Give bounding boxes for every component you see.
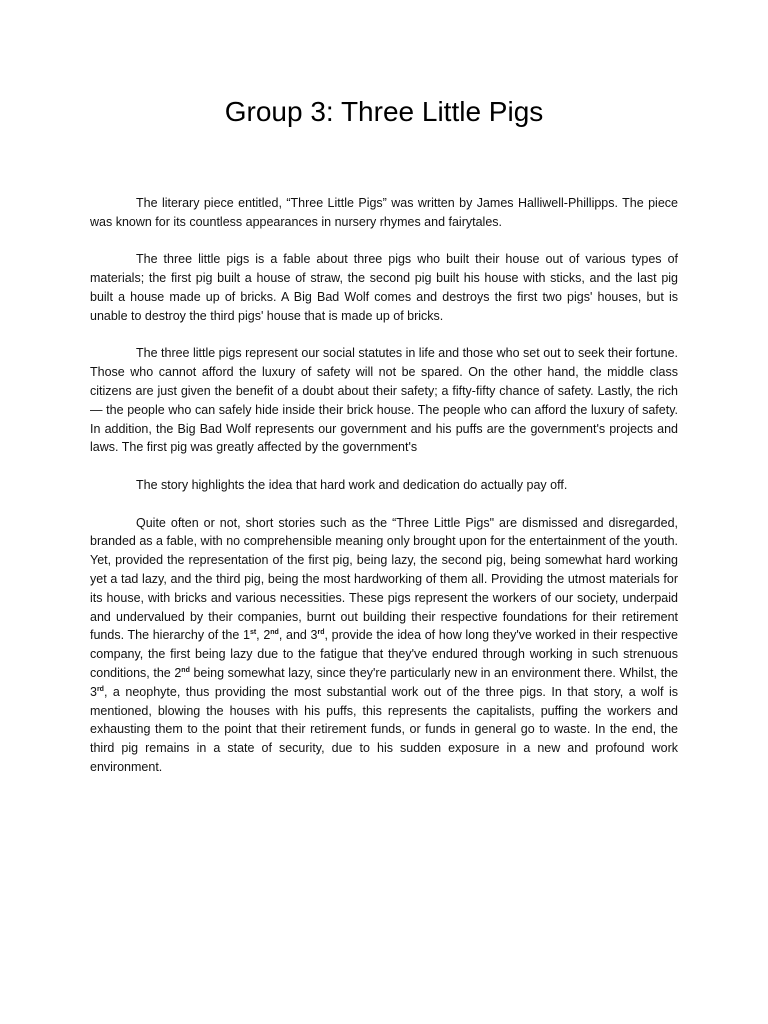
text-run: The three little pigs is a fable about three pigs who built their house out of various types of materials; the first pig built a house of straw, the second pig built his house with sticks, and the last pig built a house made up of bricks. A Big Bad Wolf comes and destroys the first two pigs' houses, but is unable to destroy the third pigs' house that is made up of bricks. <box>90 252 678 323</box>
body-paragraph <box>90 344 678 457</box>
body-paragraph <box>90 476 678 495</box>
ordinal-suffix: nd <box>270 629 279 637</box>
ordinal-suffix: nd <box>181 666 190 674</box>
document-title: Group 3: Three Little Pigs <box>224 96 544 127</box>
text-run: The literary piece entitled, “Three Little Pigs” was written by James Halliwell-Phillipps. The piece was known for its countless appearances in nursery rhymes and fairytales. <box>90 196 678 229</box>
ordinal-suffix: st <box>249 629 257 637</box>
body-paragraph <box>90 194 678 232</box>
document-body <box>90 194 678 777</box>
text-run: Quite often or not, short stories such as the “Three Little Pigs" are dismissed and disregarded, branded as a fable, with no comprehensible meaning only brought upon for the entertainment of the youth. Yet, provided the representation of the first pig, being lazy, the second pig, being somewhat hard working yet a tad lazy, and the third pig, being the most hardworking of them all. Providing the utmost materials for its house, with bricks and various necessities. These pigs represent the workers of our society, underpaid and undervalued by their companies, burnt out building their respective foundations for their retirement funds. The hierarchy of the 1 <box>90 515 678 643</box>
text-run: The three little pigs represent our social statutes in life and those who set out to seek their fortune. Those who cannot afford the luxury of safety will not be spared. On the other hand, the middle class citizens are just given the benefit of a doubt about their safety; a fifty-fifty chance of safety. Lastly, the rich — the people who can safely hide inside their brick house. The people who can afford the luxury of safety. In addition, the Big Bad Wolf represents our government and his puffs are the government's projects and laws. The first pig was greatly affected by the government's <box>90 346 678 455</box>
text-run: , and 3 <box>278 628 318 643</box>
text-run: The story highlights the idea that hard work and dedication do actually pay off. <box>136 477 568 492</box>
body-paragraph <box>90 250 678 325</box>
text-run: , provide the idea of how long they've worked in their respective company, the first being lazy due to the fatigue that they've endured through working in such strenuous conditions, the 2 <box>90 628 678 680</box>
body-paragraph <box>90 514 678 777</box>
ordinal-suffix: rd <box>96 685 104 693</box>
ordinal-suffix: rd <box>317 629 325 637</box>
text-run: being somewhat lazy, since they're particularly new in an environment there. Whilst, the 3 <box>90 665 678 699</box>
text-run: , 2 <box>256 628 271 643</box>
text-run: , a neophyte, thus providing the most substantial work out of the three pigs. In that story, a wolf is mentioned, blowing the houses with his puffs, this represents the capitalists, puffing the workers and exhausting them to the point that their retirement funds, or funds in general go to waste. In the end, the third pig remains in a state of security, due to his sudden exposure in a new and profound work environment. <box>90 684 678 774</box>
